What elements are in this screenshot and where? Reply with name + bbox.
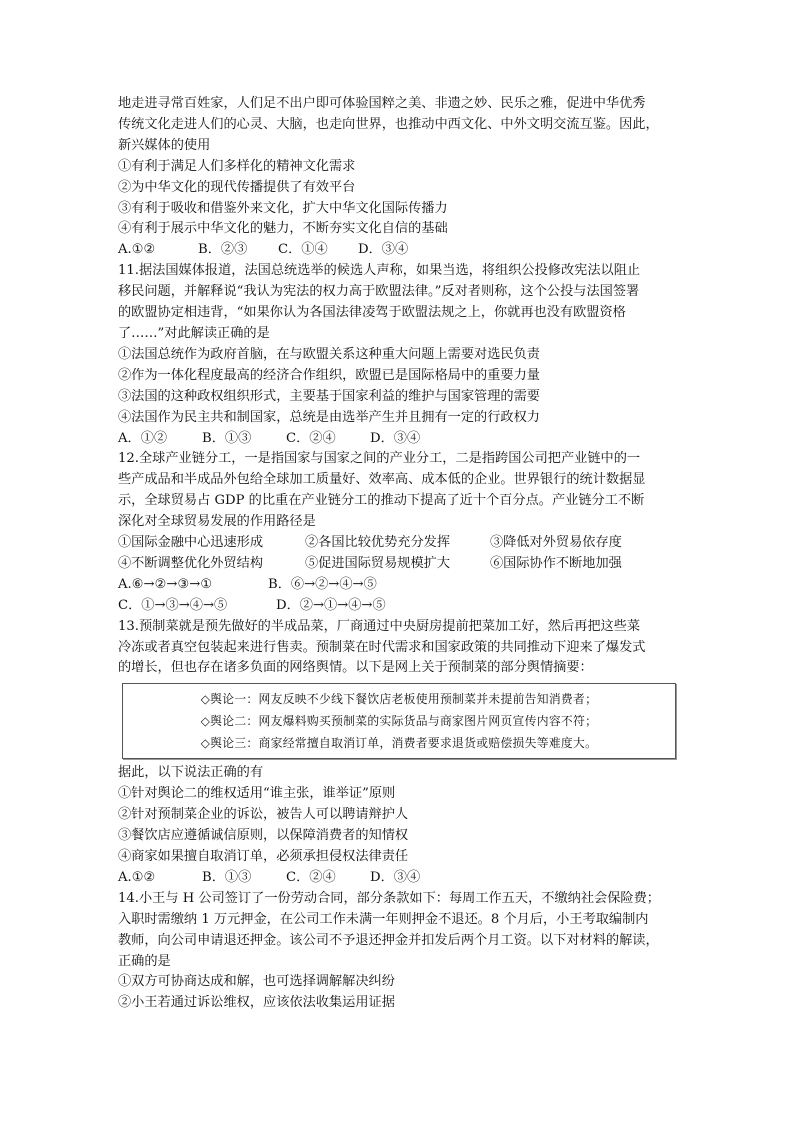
question-text-line: 些产成品和半成品外包给全球加工质量好、效率高、成本低的企业。世界银行的统计数据显 — [118, 472, 646, 488]
question-text-line: 正确的是 — [118, 953, 171, 969]
statement-item: ④商家如果擅自取消订单，必须承担侵权法律责任 — [118, 849, 409, 864]
option-b: B．②③ — [198, 242, 248, 258]
question-text-line: 深化对全球贸易发展的作用路径是 — [118, 514, 316, 530]
question-text-line: 的增长，但也存在诸多负面的网络舆情。以下是网上关于预制菜的部分舆情摘要： — [118, 660, 593, 676]
question-text-line: 示，全球贸易占 GDP 的比重在产业链分工的推动下提高了近十个百分点。产业链分工不断 — [118, 493, 645, 509]
statement-row — [118, 554, 678, 575]
question-text-line: 了……”对此解读正确的是 — [118, 325, 270, 341]
option-c: C．②④ — [286, 430, 336, 446]
statement-item: ⑥国际协作不断地加强 — [490, 555, 622, 571]
statement-item: ④不断调整优化外贸结构 — [118, 555, 264, 571]
option-a: A.①② — [118, 242, 156, 258]
question-text-line: 14.小王与 H 公司签订了一份劳动合同，部分条款如下：每周工作五天，不缴纳社会保险费； — [118, 890, 660, 906]
question-text-line: 12.全球产业链分工，一是指国家与国家之间的产业分工，二是指跨国公司把产业链中的一 — [118, 451, 641, 467]
option-d: D．③④ — [370, 869, 421, 885]
question-14 — [118, 889, 678, 1014]
statement-item: ②作为一体化程度最高的经济合作组织，欧盟已是国际格局中的重要力量 — [118, 367, 540, 383]
option-b: B．⑥→②→④→⑤ — [268, 576, 377, 592]
statement-item: ③餐饮店应遵循诚信原则，以保障消费者的知情权 — [118, 828, 409, 844]
statement-item: ①国际金融中心迅速形成 — [118, 535, 264, 551]
option-c: C．②④ — [286, 869, 336, 885]
option-d: D．②→①→④→⑤ — [276, 597, 386, 613]
statement-item: ②各国比较优势充分发挥 — [305, 535, 451, 551]
statement-item: ②小王若通过诉讼维权，应该依法收集运用证据 — [118, 995, 395, 1011]
option-b: B．①③ — [202, 430, 252, 446]
exam-page — [118, 94, 678, 1014]
opinion-line: ◇舆论一：网友反映不少线下餐饮店老板使用预制菜并未提前告知消费者； — [200, 692, 598, 707]
question-text-line: 传统文化走进人们的心灵、大脑，也走向世界，也推动中西文化、中外文明交流互鉴。因此， — [118, 116, 659, 132]
statement-item: ①针对舆论二的维权适用“谁主张，谁举证”原则 — [118, 786, 396, 802]
statement-item: ③有利于吸收和借鉴外来文化，扩大中华文化国际传播力 — [118, 200, 448, 216]
question-10 — [118, 94, 678, 261]
opinion-line: ◇舆论三：商家经常擅自取消订单，消费者要求退货或赔偿损失等难度大。 — [200, 736, 598, 751]
statement-item: ③降低对外贸易依存度 — [490, 535, 622, 551]
statement-item: ②为中华文化的现代传播提供了有效平台 — [118, 179, 356, 195]
answer-options — [118, 575, 678, 596]
option-c: C．①→③→④→⑤ — [118, 597, 228, 613]
statement-item: ②针对预制菜企业的诉讼，被告人可以聘请辩护人 — [118, 807, 409, 823]
question-text-line: 13.预制菜就是预先做好的半成品菜，厂商通过中央厨房提前把菜加工好，然后再把这些菜 — [118, 618, 641, 634]
question-text-line: 的欧盟协定相违背，“如果你认为各国法律凌驾于欧盟法规之上，你就再也没有欧盟资格 — [118, 305, 626, 321]
option-d: D．③④ — [370, 430, 421, 446]
statement-item: ④有利于展示中华文化的魅力，不断夯实文化自信的基础 — [118, 221, 448, 237]
answer-options — [118, 596, 678, 617]
option-a: A.①② — [118, 869, 156, 885]
statement-item: ①法国总统作为政府首脑，在与欧盟关系这种重大问题上需要对选民负责 — [118, 346, 540, 362]
option-a: A.⑥→②→③→① — [118, 576, 213, 592]
question-text-line: 地走进寻常百姓家，人们足不出户即可体验国粹之美、非遗之妙、民乐之雅，促进中华优秀 — [118, 96, 646, 111]
question-12 — [118, 449, 678, 616]
question-13 — [118, 617, 678, 889]
statement-item: ①双方可协商达成和解，也可选择调解解决纠纷 — [118, 974, 395, 990]
question-text-line: 据此，以下说法正确的有 — [118, 765, 264, 781]
question-text-line: 移民问题，并解释说“我认为宪法的权力高于欧盟法律。”反对者则称，这个公投与法国签署 — [118, 284, 640, 300]
question-text-line: 入职时需缴纳 1 万元押金，在公司工作未满一年则押金不退还。8 个月后，小王考取编制内 — [118, 911, 649, 927]
question-text-line: 11.据法国媒体报道，法国总统选举的候选人声称，如果当选，将组织公投修改宪法以阻止 — [118, 263, 641, 279]
question-text-line: 冷冻或者真空包装起来进行售卖。预制菜在时代需求和国家政策的共同推动下迎来了爆发式 — [118, 639, 646, 655]
opinion-line: ◇舆论二：网友爆料购买预制菜的实际货品与商家图片网页宣传内容不符； — [200, 714, 598, 729]
statement-item: ⑤促进国际贸易规模扩大 — [305, 555, 451, 571]
statement-row — [118, 533, 678, 554]
statement-item: ③法国的这种政权组织形式，主要基于国家利益的维护与国家管理的需要 — [118, 388, 540, 404]
option-a: A．①② — [118, 430, 168, 446]
public-opinion-box — [122, 683, 676, 759]
answer-options — [118, 868, 678, 889]
option-d: D．③④ — [358, 242, 409, 258]
answer-options — [118, 240, 678, 261]
option-c: C．①④ — [278, 242, 328, 258]
statement-item: ①有利于满足人们多样化的精神文化需求 — [118, 158, 356, 174]
statement-item: ④法国作为民主共和制国家，总统是由选举产生并且拥有一定的行政权力 — [118, 409, 540, 425]
option-b: B．①③ — [202, 869, 252, 885]
question-11 — [118, 261, 678, 449]
question-text-line: 教师，向公司申请退还押金。该公司不予退还押金并扣发后两个月工资。以下对材料的解读， — [118, 932, 659, 948]
question-text-line: 新兴媒体的使用 — [118, 137, 211, 153]
answer-options — [118, 429, 678, 450]
